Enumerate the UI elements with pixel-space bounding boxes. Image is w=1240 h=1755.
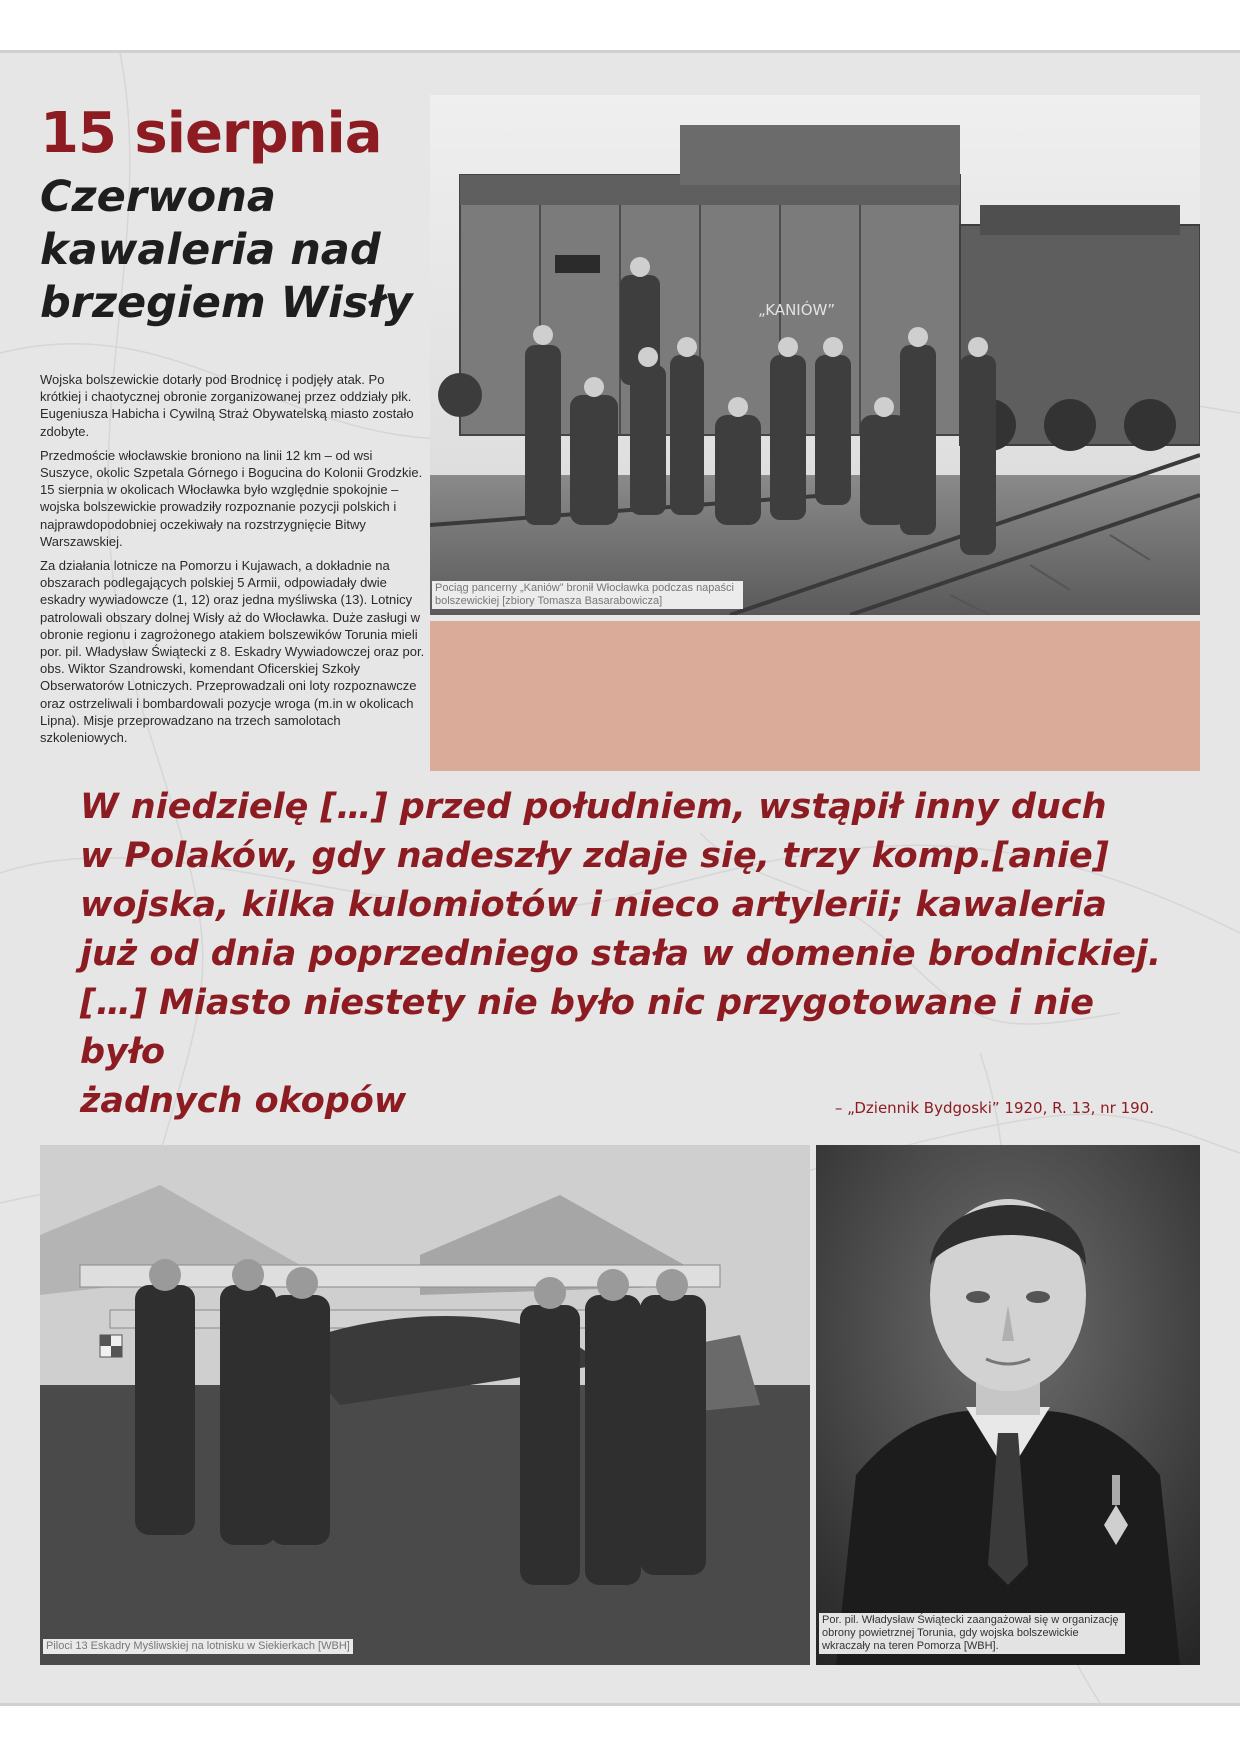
quote-source: – „Dziennik Bydgoski” 1920, R. 13, nr 190. [834, 1099, 1154, 1117]
portrait-photo-caption: Por. pil. Władysław Świątecki zaangażował się w organizację obrony powietrznej Torunia, gdy wojska bolszewickie wkraczały na teren Pomorza [WBH]. [819, 1613, 1125, 1654]
body-text [40, 371, 425, 753]
body-paragraph: Za działania lotnicze na Pomorzu i Kujawach, a dokładnie na obszarach podlegających polskiej 5 Armii, odpowiadały dwie eskadry wywiadowcze (1, 12) oraz jedna myśliwska (13). Lotnicy patrolowali obszary dolnej Wisły aż do Włocławka. Duże zasługi w obronie regionu i zagrożonego atakiem bolszewików Torunia mieli por. pil. Władysław Świątecki z 8. Eskadry Wywiadowczej oraz por. obs. Wiktor Szandrowski, komendant Oficerskiej Szkoły Obserwatorów Lotniczych. Przeprowadzali oni loty rozpoznawcze oraz ostrzeliwali i bombardowali pozycje wroga (m.in w okolicach Lipna). Misje przeprowadzano na trzech samolotach szkoleniowych. [40, 558, 425, 746]
pilots-photo [40, 1145, 810, 1665]
page-subtitle: Czerwona kawaleria nad brzegiem Wisły [40, 172, 413, 328]
body-paragraph: Wojska bolszewickie dotarły pod Brodnicę i podjęły atak. Po krótkiej i chaotycznej obronie zorganizowanej przez oddziały płk. Eugeniusza Habicha i Cywilną Straż Obywatelską miasto zostało zdobyte. [40, 372, 414, 439]
train-car-lettering: „KANIÓW” [758, 301, 836, 319]
pilots-photo-caption: Piloci 13 Eskadry Myśliwskiej na lotnisku w Siekierkach [WBH] [43, 1639, 353, 1654]
train-photo-caption: Pociąg pancerny „Kaniów” bronił Włocławka podczas napaści bolszewickiej [zbiory Tomasza Basarabowicza] [432, 581, 743, 609]
armoured-train-photo [430, 95, 1200, 615]
historical-quote: W niedzielę […] przed południem, wstąpił inny duch w Polaków, gdy nadeszły zdaje się, trzy komp.[anie] wojska, kilka kulomiotów i nieco artylerii; kawaleria już od dnia poprzedniego stała w domenie brodnickiej. […] Miasto niestety nie było nic przygotowane i nie było żadnych okopów [80, 787, 1162, 1121]
portrait-photo [816, 1145, 1200, 1665]
page-title: 15 sierpnia [40, 101, 382, 166]
body-paragraph: Przedmoście włocławskie broniono na linii 12 km – od wsi Suszyce, okolic Szpetala Górnego i Bogucina do Kolonii Grodzkie. 15 sierpnia w okolicach Włocławka było względnie spokojnie – wojska bolszewickie prowadziły rozpoznanie pozycji polskich i najprawdopodobniej oczekiwały na rozstrzygnięcie Bitwy Warszawskiej. [40, 447, 423, 549]
decorative-color-block [430, 621, 1200, 771]
exhibition-panel [0, 50, 1240, 1706]
